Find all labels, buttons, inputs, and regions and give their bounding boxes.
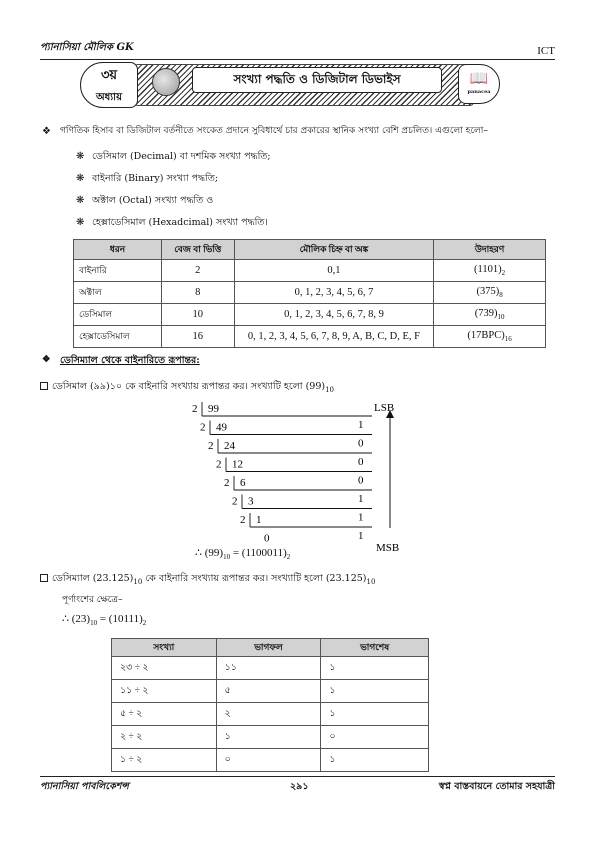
cell-base: 10: [161, 304, 234, 326]
divisor-label: 2: [208, 440, 214, 452]
question-1-text: ডেসিমাল (৯৯)১০ কে বাইনারি সংখ্যায় রূপান্তর কর। সংখ্যাটি হলো (99): [52, 381, 326, 392]
question-2: ডেসিম্যাল $(23.125)_{10}$ কে বাইনারি সংখ্যায় রূপান্তর কর। সংখ্যাটি হলো $(23.125)_{10}$: [40, 572, 375, 587]
list-item: ❋ ডেসিমাল (Decimal) বা দশমিক সংখ্যা পদ্ধতি;: [76, 146, 476, 168]
integer-part-label: পূর্ণাংশের ক্ষেত্রে–: [62, 595, 123, 605]
question-1: ডেসিমাল (৯৯)১০ কে বাইনারি সংখ্যায় রূপান্তর কর। সংখ্যাটি হলো $(99)_{10}$: [40, 380, 334, 395]
checkbox-square-icon: [40, 574, 48, 582]
section-heading: [42, 354, 200, 369]
msb-label: MSB: [376, 542, 400, 554]
page-footer: [40, 776, 555, 792]
cell-example: $(375)_8$: [434, 282, 546, 304]
cell-example: $(17BPC)_{16}$: [434, 326, 546, 348]
remainder-value: 1: [358, 511, 364, 524]
chapter-title: সংখ্যা পদ্ধতি ও ডিজিটাল ডিভাইস: [192, 67, 442, 93]
number-system-list: [76, 146, 476, 234]
list-item: ❋ বাইনারি (Binary) সংখ্যা পদ্ধতি;: [76, 168, 476, 190]
table-row: [74, 260, 546, 282]
cell-type: হেক্সাডেসিমাল: [74, 326, 162, 348]
cell-type: অক্টাল: [74, 282, 162, 304]
dividend-value: 99: [208, 403, 219, 415]
cell-base: 16: [161, 326, 234, 348]
dividend-value: 1: [256, 514, 262, 526]
cell-example: $(739)_{10}$: [434, 304, 546, 326]
remainder-value: 0: [358, 456, 364, 468]
col-header-number: সংখ্যা: [112, 639, 217, 657]
list-item: ❋ অক্টাল (Octal) সংখ্যা পদ্ধতি ও: [76, 190, 476, 212]
result-2: ∴ $(23)_{10} = (10111)_2$: [62, 613, 147, 628]
remainder-value: 0: [358, 474, 364, 487]
remainder-value: 1: [358, 493, 364, 505]
division-ladder: [190, 398, 420, 558]
page-header: [40, 44, 555, 60]
list-item: ❋ হেক্সাডেসিমাল (Hexadcimal) সংখ্যা পদ্ধতি।: [76, 212, 476, 234]
chapter-word: অধ্যায়: [96, 92, 122, 103]
logo-text: panacea: [467, 89, 491, 95]
footer-publisher: প্যানাসিয়া পাবলিকেশন্স: [40, 781, 129, 792]
cell-digits: 0, 1, 2, 3, 4, 5, 6, 7, 8, 9, A, B, C, D, E, F: [234, 326, 433, 348]
dividend-value: 6: [240, 477, 246, 489]
dividend-value: 12: [232, 458, 243, 471]
dividend-value: 49: [216, 421, 227, 434]
header-subject: ICT: [537, 45, 555, 57]
cell-example: $(1101)_2$: [434, 260, 546, 282]
intro-paragraph: [42, 125, 555, 138]
dividend-value: 24: [224, 440, 235, 452]
table-row: [74, 326, 546, 348]
flower-bullet-icon: ❋: [76, 151, 85, 162]
flower-bullet-icon: ❋: [76, 195, 85, 206]
remainder-value: 1: [358, 530, 364, 542]
divisor-label: 2: [224, 477, 230, 489]
book-icon: 📖: [469, 69, 489, 87]
table-header-row: [112, 639, 429, 657]
header-book-title: প্যানাসিয়া মৌলিক GK: [40, 42, 134, 53]
checkbox-square-icon: [40, 382, 48, 390]
table-row: ১ ÷ ২ ০ ১: [112, 749, 429, 772]
cell-type: বাইনারি: [74, 260, 162, 282]
col-header-type: ধরন: [74, 240, 162, 260]
table-header-row: [74, 240, 546, 260]
remainder-value: 1: [358, 419, 364, 431]
col-header-quotient: ভাগফল: [216, 639, 321, 657]
page-number: ২৯১: [290, 781, 309, 792]
col-header-digits: মৌলিক চিহ্ন বা অঙ্ক: [234, 240, 433, 260]
chapter-number: ৩য়: [100, 68, 118, 83]
remainder-value: 0: [358, 437, 364, 450]
cell-digits: 0, 1, 2, 3, 4, 5, 6, 7: [234, 282, 433, 304]
divisor-label: 2: [232, 495, 238, 508]
flower-bullet-icon: ❋: [76, 217, 85, 228]
table-row: [74, 282, 546, 304]
cell-digits: 0,1: [234, 260, 433, 282]
number-system-table: [73, 239, 546, 348]
final-quotient-value: 0: [264, 532, 270, 545]
cell-base: 2: [161, 260, 234, 282]
diamond-bullet-icon: ❖: [42, 126, 51, 137]
divisor-label: 2: [200, 421, 206, 434]
division-table: [111, 638, 429, 772]
result-1: ∴ $(99)_{10} = (1100011)_2$: [195, 547, 291, 562]
chapter-badge: [80, 62, 138, 108]
cell-base: 8: [161, 282, 234, 304]
publisher-logo: [458, 64, 500, 104]
diamond-bullet-icon: ❖: [42, 354, 51, 365]
table-row: ১১ ÷ ২ ৫ ১: [112, 680, 429, 703]
cell-type: ডেসিমাল: [74, 304, 162, 326]
divisor-label: 2: [216, 458, 222, 471]
table-row: [74, 304, 546, 326]
chapter-banner: [80, 62, 500, 110]
globe-icon: [152, 68, 180, 96]
table-row: ৫ ÷ ২ ২ ১: [112, 703, 429, 726]
intro-text: গণিতিক হিসাব বা ডিজিটাল বর্তনীতে সংকেত প্রদানে সুবিধার্থে চার প্রকারের স্থানিক সংখ্যা বেশি প্রচলিত। এগুলো হলো–: [60, 126, 488, 136]
cell-digits: 0, 1, 2, 3, 4, 5, 6, 7, 8, 9: [234, 304, 433, 326]
divisor-label: 2: [192, 403, 198, 415]
divisor-label: 2: [240, 514, 246, 526]
col-header-remainder: ভাগশেষ: [321, 639, 429, 657]
dividend-value: 3: [248, 495, 254, 508]
section-title: ডেসিম্যাল থেকে বাইনারিতে রূপান্তর:: [60, 355, 200, 366]
col-header-base: বেজ বা ভিত্তি: [161, 240, 234, 260]
flower-bullet-icon: ❋: [76, 173, 85, 184]
col-header-example: উদাহরণ: [434, 240, 546, 260]
table-row: ২ ÷ ২ ১ ০: [112, 726, 429, 749]
lsb-label: LSB: [374, 402, 395, 414]
footer-slogan: স্বপ্ন বাস্তবায়নে তোমার সহযাত্রী: [438, 781, 555, 792]
table-row: ২৩ ÷ ২ ১১ ১: [112, 657, 429, 680]
